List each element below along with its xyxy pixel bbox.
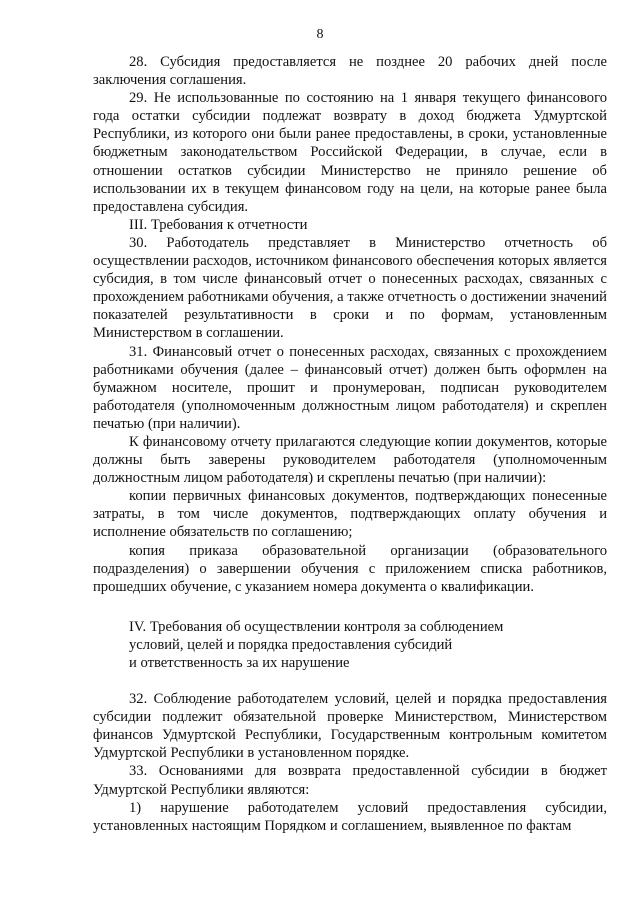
paragraph-29: 29. Не использованные по состоянию на 1 января текущего финансового года остатки субсидии подлежат возврату в доход бюджета Удмуртской Республики, из которого они были ранее предоставлены, в сроки, установленные бюджетным законодательством Российской Федерации, в случае, если в отношении остатков субсидии Министерство не приняло решение об использовании их в текущем финансовом году на цели, на которые ранее была предоставлена субсидия.: [93, 90, 607, 215]
paragraph-attachments-intro: К финансовому отчету прилагаются следующие копии документов, которые должны быть заверены руководителем работодателя (уполномоченным должностным лицом работодателя) и скреплены печатью (при наличии):: [93, 433, 607, 487]
section-4-heading: [93, 618, 607, 672]
paragraph-32: 32. Соблюдение работодателем условий, целей и порядка предоставления субсидии подлежит обязательной проверке Министерством, Министерством финансов Удмуртской Республики, Государственным контрольным комитетом Удмуртской Республики в установленном порядке.: [93, 691, 607, 762]
section-4-heading-line: и ответственность за их нарушение: [129, 655, 350, 671]
paragraph-attachment-financial-docs: копии первичных финансовых документов, подтверждающих понесенные затраты, в том числе документов, подтверждающих оплату обучения и исполнение обязательств по соглашению;: [93, 488, 607, 541]
paragraph-33: 33. Основаниями для возврата предоставленной субсидии в бюджет Удмуртской Республики являются:: [93, 763, 607, 798]
paragraph-attachment-order-copy: копия приказа образовательной организации (образовательного подразделения) о завершении обучения с приложением списка работников, прошедших обучение, с указанием номера документа о квалификации.: [93, 542, 607, 595]
section-4-heading-line: IV. Требования об осуществлении контроля за соблюдением: [129, 618, 504, 635]
document-body: [93, 53, 607, 835]
page-number: 8: [316, 27, 324, 42]
section-3-heading: III. Требования к отчетности: [129, 216, 308, 233]
section-4-heading-line: условий, целей и порядка предоставления субсидий: [129, 636, 453, 653]
paragraph-31: 31. Финансовый отчет о понесенных расходах, связанных с прохождением работниками обучения (далее – финансовый отчет) должен быть оформлен на бумажном носителе, прошит и пронумерован, подписан руководителем работодателя (уполномоченным должностным лицом работодателя) и скреплен печатью (при наличии).: [93, 343, 607, 432]
paragraph-30: 30. Работодатель представляет в Министерство отчетность об осуществлении расходов, источником финансового обеспечения которых является субсидия, в том числе финансовый отчет о понесенных расходах, связанных с прохождением работниками обучения, а также отчетность о достижении значений показателей результативности в сроки и по формам, установленным Министерством в соглашении.: [93, 234, 607, 342]
paragraph-33-item-1: 1) нарушение работодателем условий предоставления субсидии, установленных настоящим Порядком и соглашением, выявленное по фактам: [93, 799, 607, 834]
paragraph-28: 28. Субсидия предоставляется не позднее 20 рабочих дней после заключения соглашения.: [93, 54, 607, 89]
